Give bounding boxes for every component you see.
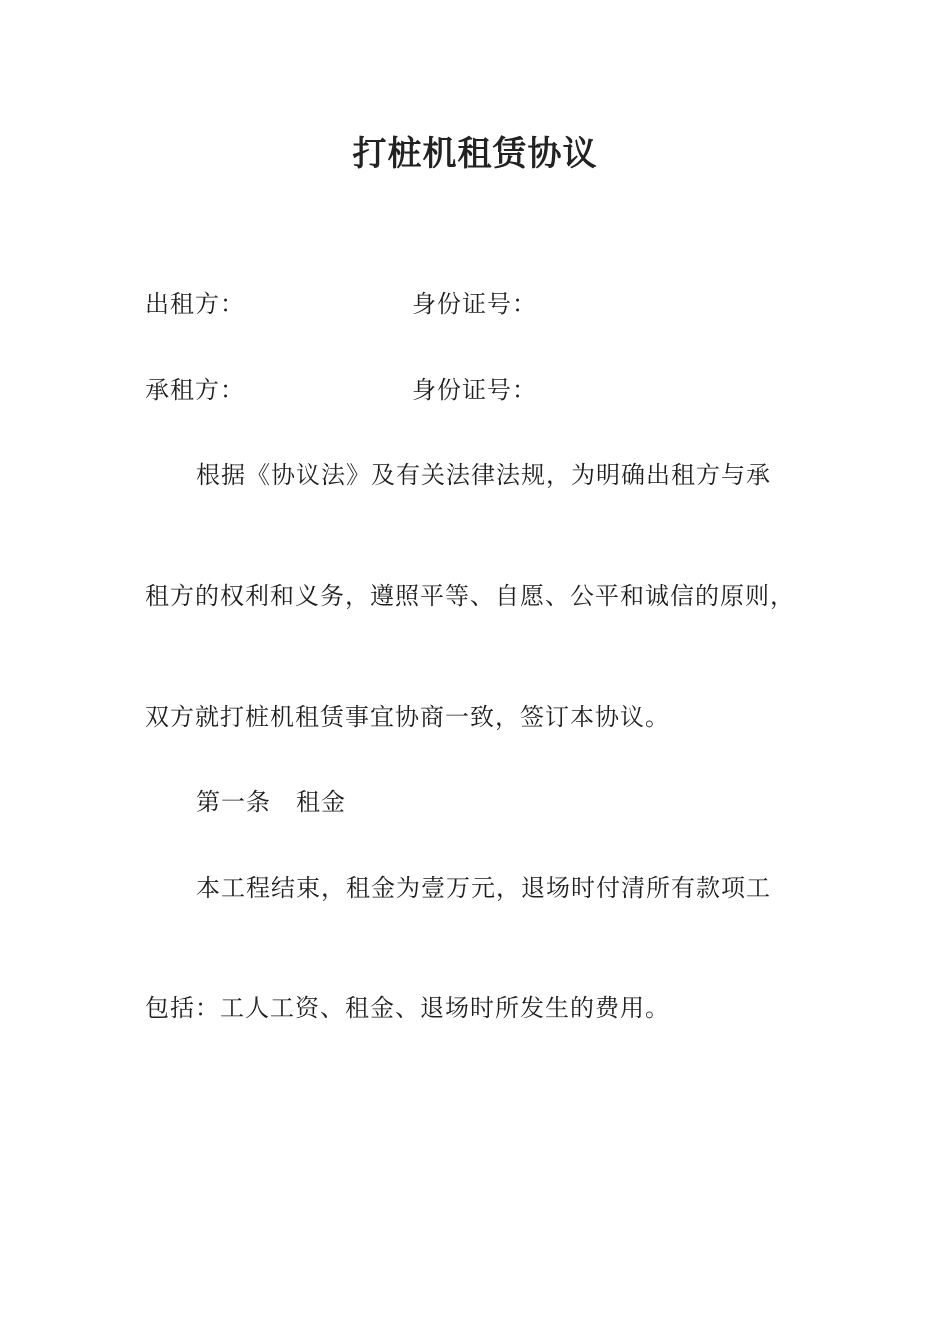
document-title: 打桩机租赁协议 xyxy=(352,134,598,174)
preamble-line-1: 根据《协议法》及有关法律法规，为明确出租方与承 xyxy=(196,461,771,489)
article-1-line-1: 本工程结束，租金为壹万元，退场时付清所有款项工 xyxy=(196,874,771,902)
lessee-label: 承租方： xyxy=(145,376,245,404)
article-1-line-2: 包括：工人工资、租金、退场时所发生的费用。 xyxy=(145,994,670,1022)
lessor-label: 出租方： xyxy=(145,290,245,318)
lessor-id-label: 身份证号： xyxy=(412,290,537,318)
preamble-line-3: 双方就打桩机租赁事宜协商一致，签订本协议。 xyxy=(145,703,670,731)
article-1-heading: 第一条 租金 xyxy=(196,788,346,816)
lessee-id-label: 身份证号： xyxy=(412,376,537,404)
preamble-line-2: 租方的权利和义务，遵照平等、自愿、公平和诚信的原则， xyxy=(145,582,795,610)
